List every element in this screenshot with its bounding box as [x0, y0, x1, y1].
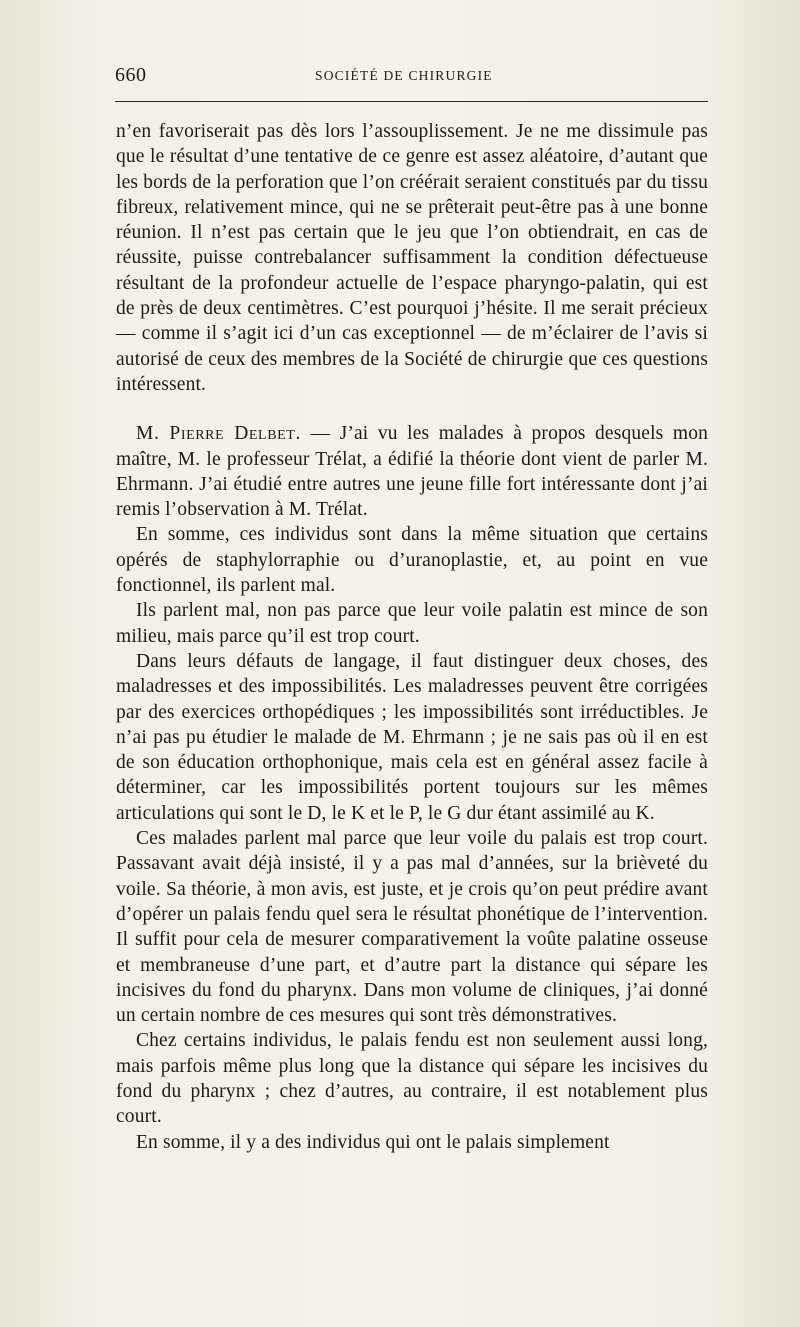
paragraph: Chez certains individus, le palais fendu est non seulement aussi long, mais parfois même plus long que la distance qui sépare les incisives du fond du pharynx ; chez d’autres, au contraire, il est notablement plus court. — [116, 1030, 708, 1128]
paragraph: Ces malades parlent mal parce que leur voile du palais est trop court. Passavant avait déjà insisté, il y a pas mal d’années, sur la brièveté du voile. Sa théorie, à mon avis, est juste, et je crois qu’on peut prédire avant d’opérer un palais fendu quel sera le résultat phonétique de l’intervention. Il suffit pour cela de mesurer comparativement la voûte palatine osseuse et membraneuse d’une part, et d’autre part la distance qui sépare les incisives du fond du pharynx. Dans mon volume de cliniques, j’ai donné un certain nombre de ces mesures qui sont très démonstratives. — [116, 828, 708, 1027]
page-header — [115, 62, 708, 92]
paragraph-continuation: n’en favoriserait pas dès lors l’assouplissement. Je ne me dissimule pas que le résultat d’une tentative de ce genre est assez aléatoire, d’autant que les bords de la perforation que l’on créérait seraient constitués par du tissu fibreux, relativement mince, qui ne se prêterait peut-être pas à une bonne réunion. Il n’est pas certain que le jeu que l’on obtiendrait, en cas de réussite, puisse contrebalancer suffisamment la condition défectueuse résultant de la profondeur actuelle de l’espace pharyngo-palatin, qui est de près de deux centimètres. C’est pourquoi j’hésite. Il me serait précieux — comme il s’agit ici d’un cas exceptionnel — de m’éclairer de l’avis si autorisé de ceux des membres de la Société de chirurgie que ces questions intéressent. — [116, 121, 708, 395]
header-rule — [115, 101, 708, 102]
running-head: SOCIÉTÉ DE CHIRURGIE — [315, 68, 493, 83]
page-number: 660 — [115, 64, 147, 86]
body-text — [116, 119, 708, 1155]
paragraph-delbet-intro-text: — J’ai vu les malades à propos desquels mon maître, M. le professeur Trélat, a édifié la théorie dont vient de parler M. Ehrmann. J’ai étudié entre autres une jeune fille fort intéressante dont j’ai remis l’observation à M. Trélat. — [116, 423, 709, 521]
speaker-name: M. Pierre Delbet. — [136, 423, 301, 445]
paragraph: Dans leurs défauts de langage, il faut distinguer deux choses, des maladresses et des impossibilités. Les maladresses peuvent être corrigées par des exercices orthopédiques ; les impossibilités sont irréductibles. Je n’ai pas pu étudier le malade de M. Ehrmann ; je ne sais pas où il en est de son éducation orthophonique, mais cela est en général assez facile à déterminer, car les impossibilités portent toujours sur les mêmes articulations qui sont le D, le K et le P, le G dur étant assimilé au K. — [116, 650, 708, 824]
paragraph-delbet-intro — [116, 421, 708, 522]
paragraph: En somme, il y a des individus qui ont le palais simplement — [136, 1131, 610, 1153]
paragraph: Ils parlent mal, non pas parce que leur voile palatin est mince de son milieu, mais parce qu’il est trop court. — [116, 600, 708, 647]
paragraph: En somme, ces individus sont dans la même situation que certains opérés de staphylorraphie ou d’uranoplastie, et, au point en vue fonctionnel, ils parlent mal. — [116, 524, 708, 597]
